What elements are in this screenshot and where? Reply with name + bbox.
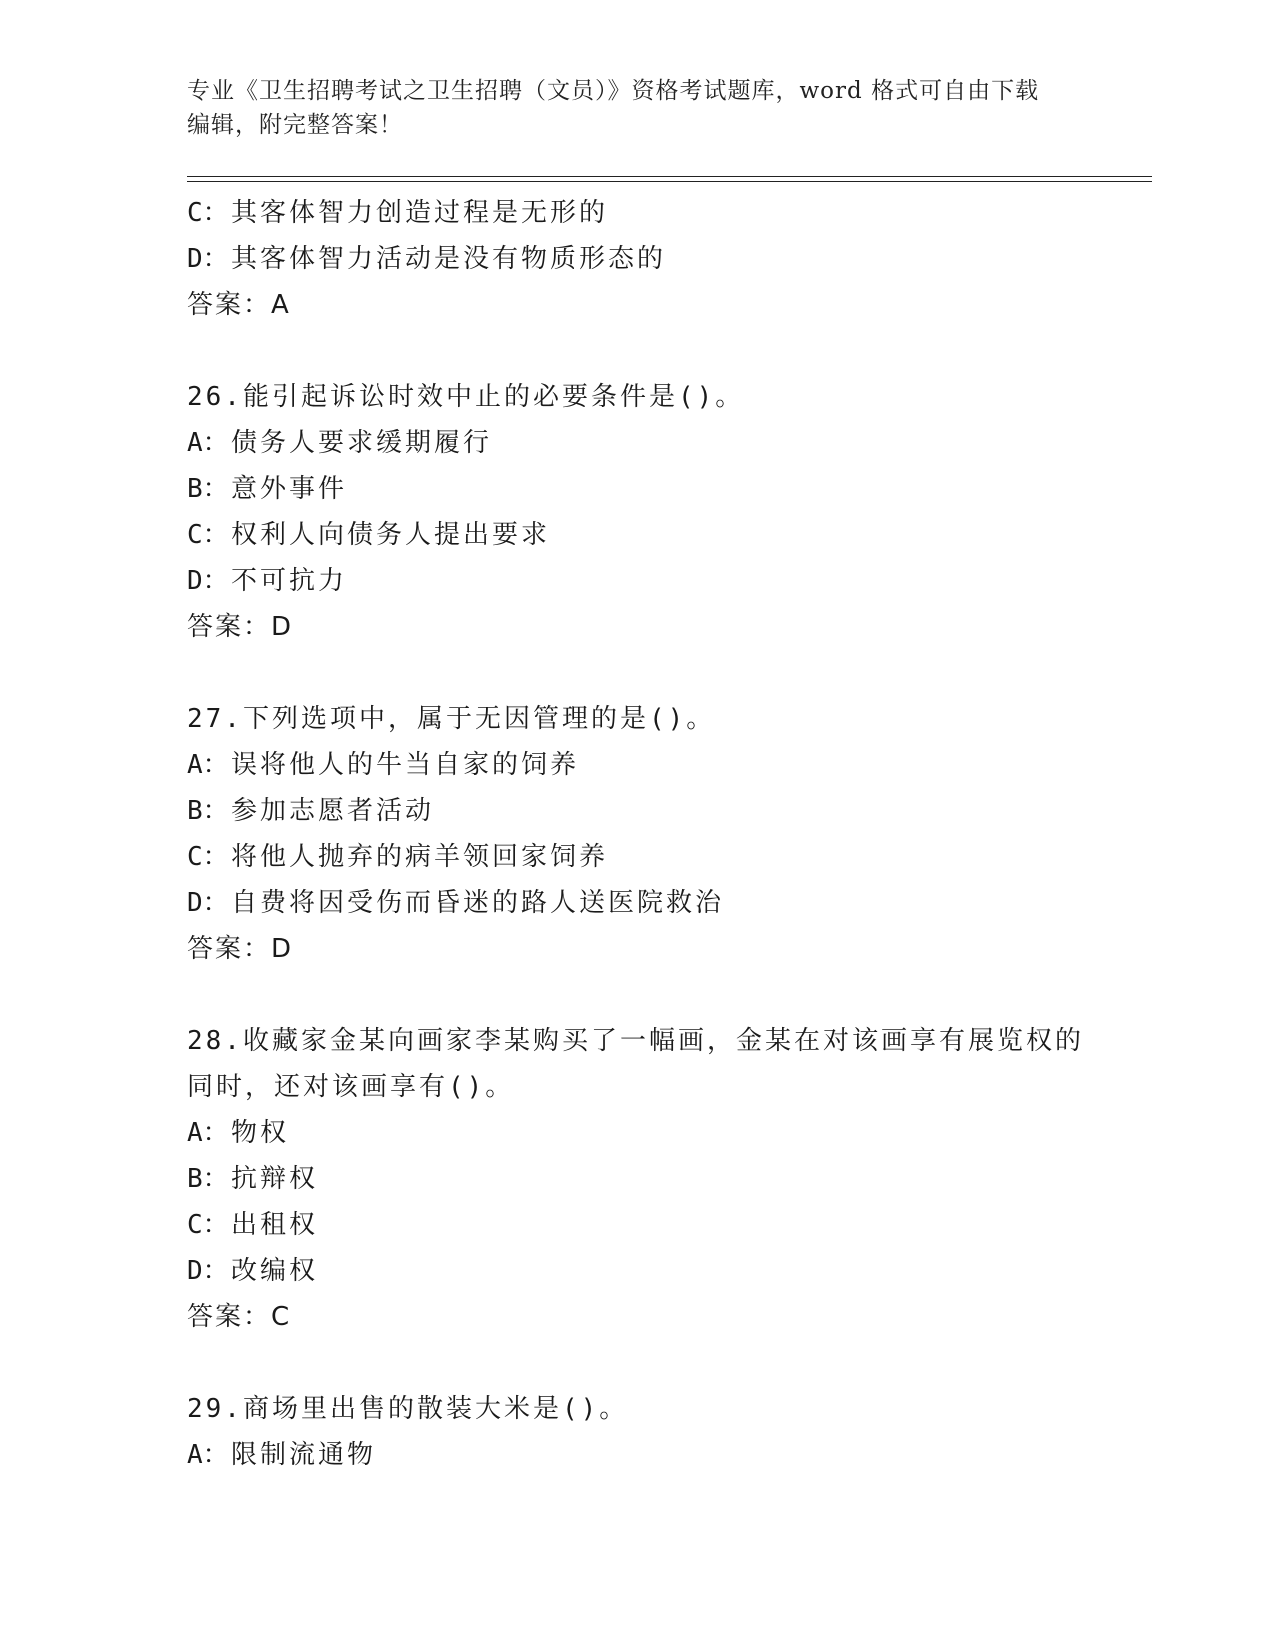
option-c: [187, 834, 1147, 880]
spacer: [187, 1340, 1147, 1386]
option-key: A：: [187, 1118, 229, 1148]
option-a: [187, 742, 1147, 788]
option-text: 其客体智力创造过程是无形的: [231, 198, 609, 228]
option-key: D：: [187, 1256, 229, 1286]
option-key: C：: [187, 198, 229, 228]
option-key: B：: [187, 474, 229, 504]
option-key: B：: [187, 1164, 229, 1194]
document-header: [187, 74, 1067, 142]
option-text: 误将他人的牛当自家的饲养: [231, 750, 580, 780]
option-text: 债务人要求缓期履行: [231, 428, 493, 458]
option-text: 其客体智力活动是没有物质形态的: [231, 244, 667, 274]
option-b: [187, 466, 1147, 512]
option-text: 自费将因受伤而昏迷的路人送医院救治: [231, 888, 725, 918]
option-d: [187, 880, 1147, 926]
option-text: 意外事件: [231, 474, 348, 504]
header-line-2: 编辑，附完整答案！: [187, 112, 403, 138]
option-c: [187, 512, 1147, 558]
answer-line: 答案：D: [187, 934, 294, 964]
option-text: 将他人抛弃的病羊领回家饲养: [231, 842, 609, 872]
spacer: [187, 650, 1147, 696]
option-key: A：: [187, 428, 229, 458]
option-d: [187, 558, 1147, 604]
option-key: A：: [187, 750, 229, 780]
spacer: [187, 972, 1147, 1018]
answer-line: 答案：A: [187, 290, 291, 320]
option-text: 物权: [231, 1118, 290, 1148]
question-stem: 29.商场里出售的散装大米是()。: [187, 1394, 629, 1424]
option-a: [187, 1432, 1147, 1478]
option-b: [187, 788, 1147, 834]
option-a: [187, 1110, 1147, 1156]
option-key: A：: [187, 1440, 229, 1470]
option-d: [187, 236, 1147, 282]
option-key: C：: [187, 842, 229, 872]
option-key: D：: [187, 566, 229, 596]
option-text: 出租权: [231, 1210, 319, 1240]
question-stem-continued: 同时，还对该画享有()。: [187, 1072, 515, 1102]
option-c: [187, 190, 1147, 236]
option-text: 抗辩权: [231, 1164, 319, 1194]
option-key: C：: [187, 520, 229, 550]
question-stem: 26.能引起诉讼时效中止的必要条件是()。: [187, 382, 745, 412]
question-27: [187, 696, 1147, 972]
header-line-1: 专业《卫生招聘考试之卫生招聘（文员）》资格考试题库，word 格式可自由下载: [187, 78, 1040, 104]
question-28: [187, 1018, 1147, 1340]
option-b: [187, 1156, 1147, 1202]
question-26: [187, 374, 1147, 650]
option-d: [187, 1248, 1147, 1294]
option-text: 限制流通物: [231, 1440, 377, 1470]
option-text: 参加志愿者活动: [231, 796, 435, 826]
question-29: [187, 1386, 1147, 1478]
option-text: 不可抗力: [231, 566, 348, 596]
option-text: 改编权: [231, 1256, 319, 1286]
question-prev: [187, 190, 1147, 328]
header-rule-top: [187, 176, 1152, 177]
header-rule-bottom: [187, 181, 1152, 182]
option-key: B：: [187, 796, 229, 826]
option-key: C：: [187, 1210, 229, 1240]
question-stem: 28.收藏家金某向画家李某购买了一幅画，金某在对该画享有展览权的: [187, 1026, 1084, 1056]
spacer: [187, 328, 1147, 374]
answer-line: 答案：C: [187, 1302, 292, 1332]
option-key: D：: [187, 244, 229, 274]
option-a: [187, 420, 1147, 466]
question-stem: 27.下列选项中，属于无因管理的是()。: [187, 704, 716, 734]
answer-line: 答案：D: [187, 612, 294, 642]
option-c: [187, 1202, 1147, 1248]
question-list: [187, 190, 1147, 1478]
option-key: D：: [187, 888, 229, 918]
option-text: 权利人向债务人提出要求: [231, 520, 551, 550]
